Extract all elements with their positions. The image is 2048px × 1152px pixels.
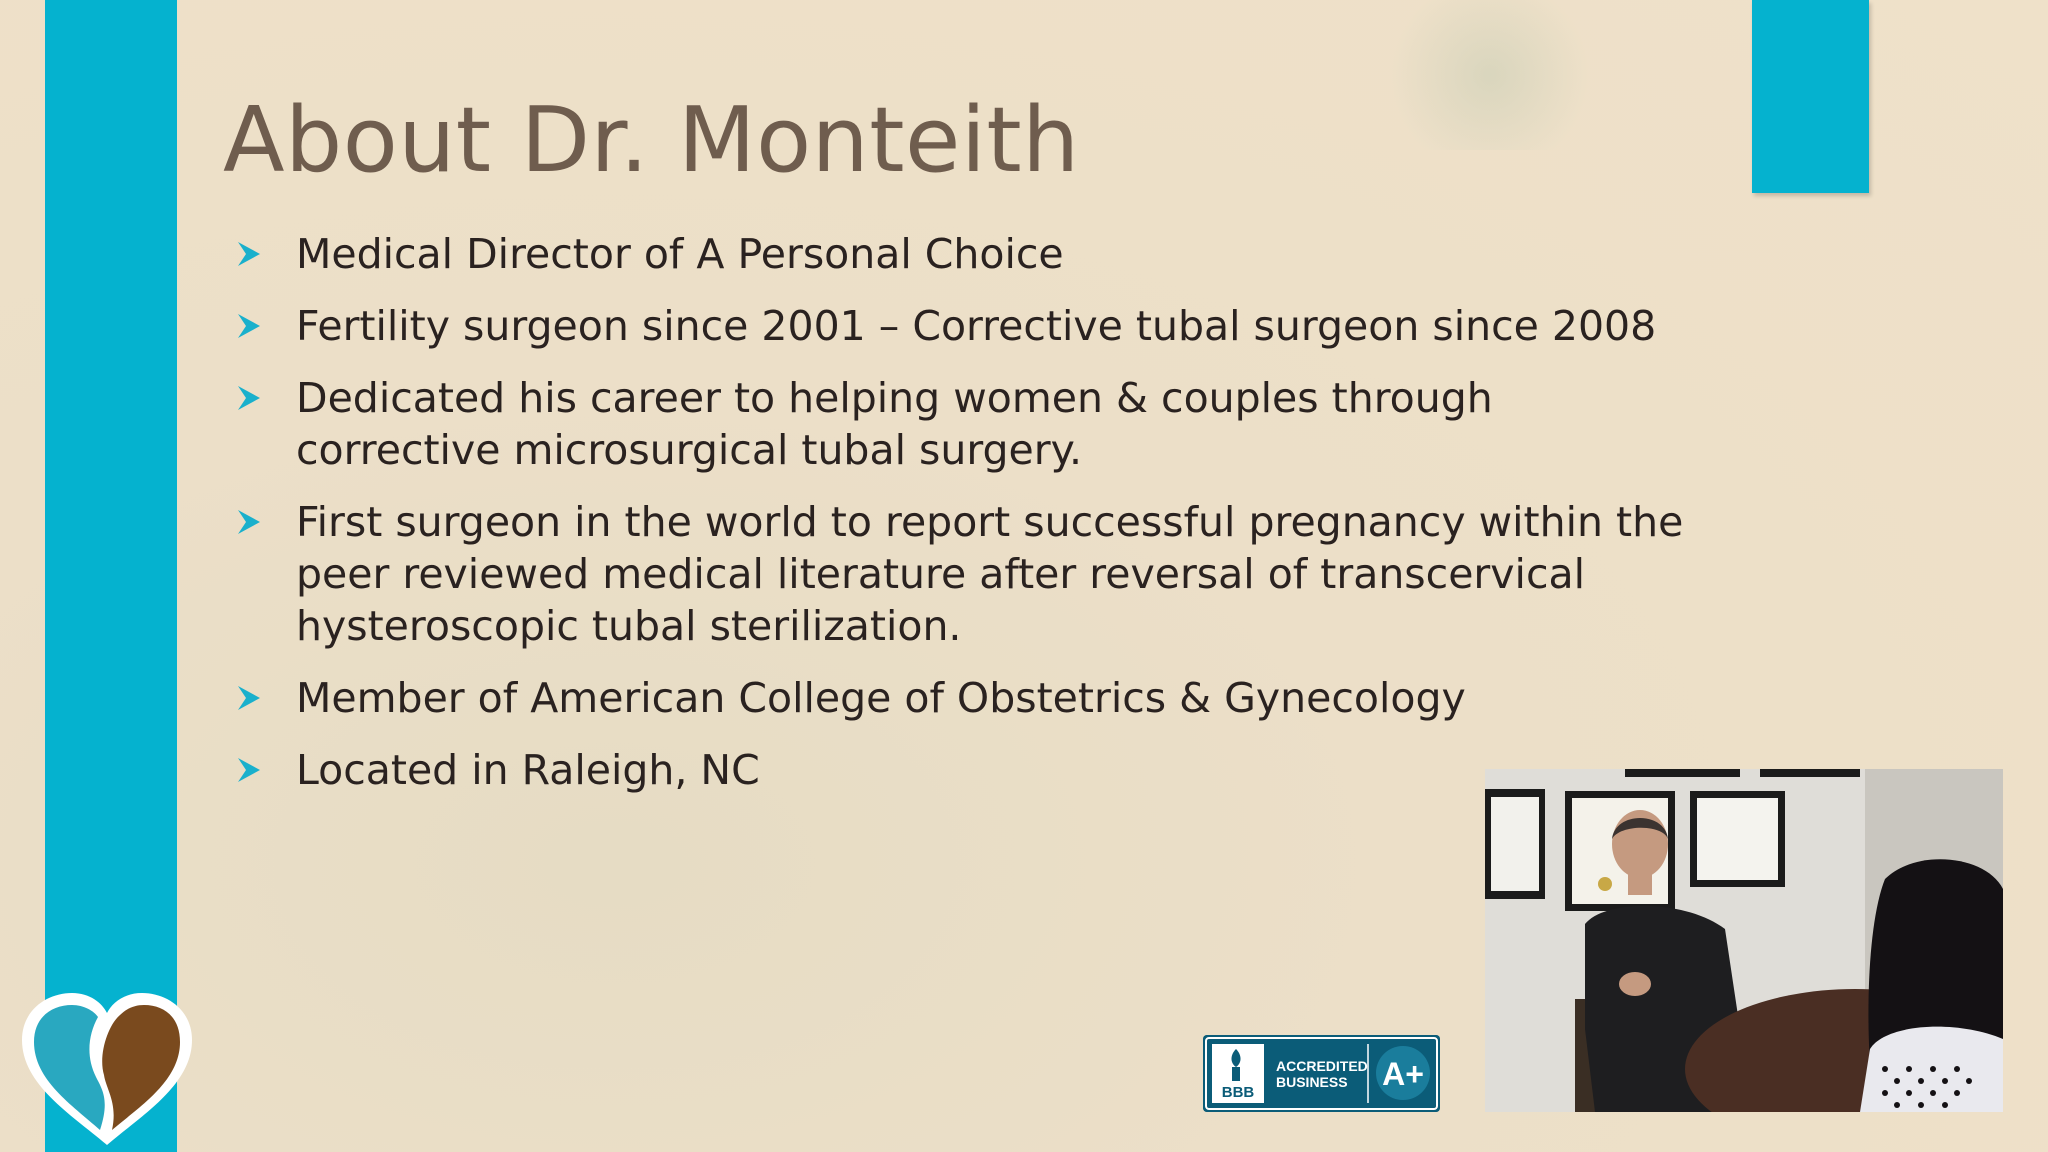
bullet-text: Dedicated his career to helping women & couples through corrective microsurgical tubal surgery.: [296, 374, 1493, 474]
top-accent-block: [1752, 0, 1869, 193]
bullet-item-4: [236, 496, 1696, 652]
arrowhead-icon: [236, 507, 262, 537]
background-blob: [1370, 0, 1610, 150]
arrowhead-icon: [236, 755, 262, 785]
bbb-line2: BUSINESS: [1276, 1074, 1348, 1090]
doctor-consultation-photo: [1485, 769, 2003, 1112]
bbb-org-label: BBB: [1221, 1084, 1255, 1101]
bullet-text: First surgeon in the world to report successful pregnancy within the peer reviewed medical literature after reversal of transcervical hysteroscopic tubal sterilization.: [296, 498, 1684, 650]
bullet-text: Fertility surgeon since 2001 – Corrective tubal surgeon since 2008: [296, 302, 1657, 350]
bbb-rating: A+: [1382, 1056, 1424, 1092]
bullet-item-2: [236, 300, 1696, 352]
arrowhead-icon: [236, 683, 262, 713]
bullet-item-1: [236, 228, 1696, 280]
left-accent-bar: [45, 0, 177, 1152]
bullet-text: Located in Raleigh, NC: [296, 746, 760, 794]
bullet-item-5: [236, 672, 1696, 724]
arrowhead-icon: [236, 383, 262, 413]
bbb-line1: ACCREDITED: [1276, 1058, 1368, 1074]
bullet-text: Medical Director of A Personal Choice: [296, 230, 1064, 278]
bullet-text: Member of American College of Obstetrics & Gynecology: [296, 674, 1466, 722]
bullet-item-3: [236, 372, 1696, 476]
arrowhead-icon: [236, 311, 262, 341]
bullet-list: [236, 228, 1696, 816]
heart-logo-icon: [12, 985, 202, 1152]
bullet-item-6: [236, 744, 1696, 796]
arrowhead-icon: [236, 239, 262, 269]
bbb-accredited-badge: [1203, 1035, 1440, 1112]
slide-title: About Dr. Monteith: [223, 88, 1080, 193]
